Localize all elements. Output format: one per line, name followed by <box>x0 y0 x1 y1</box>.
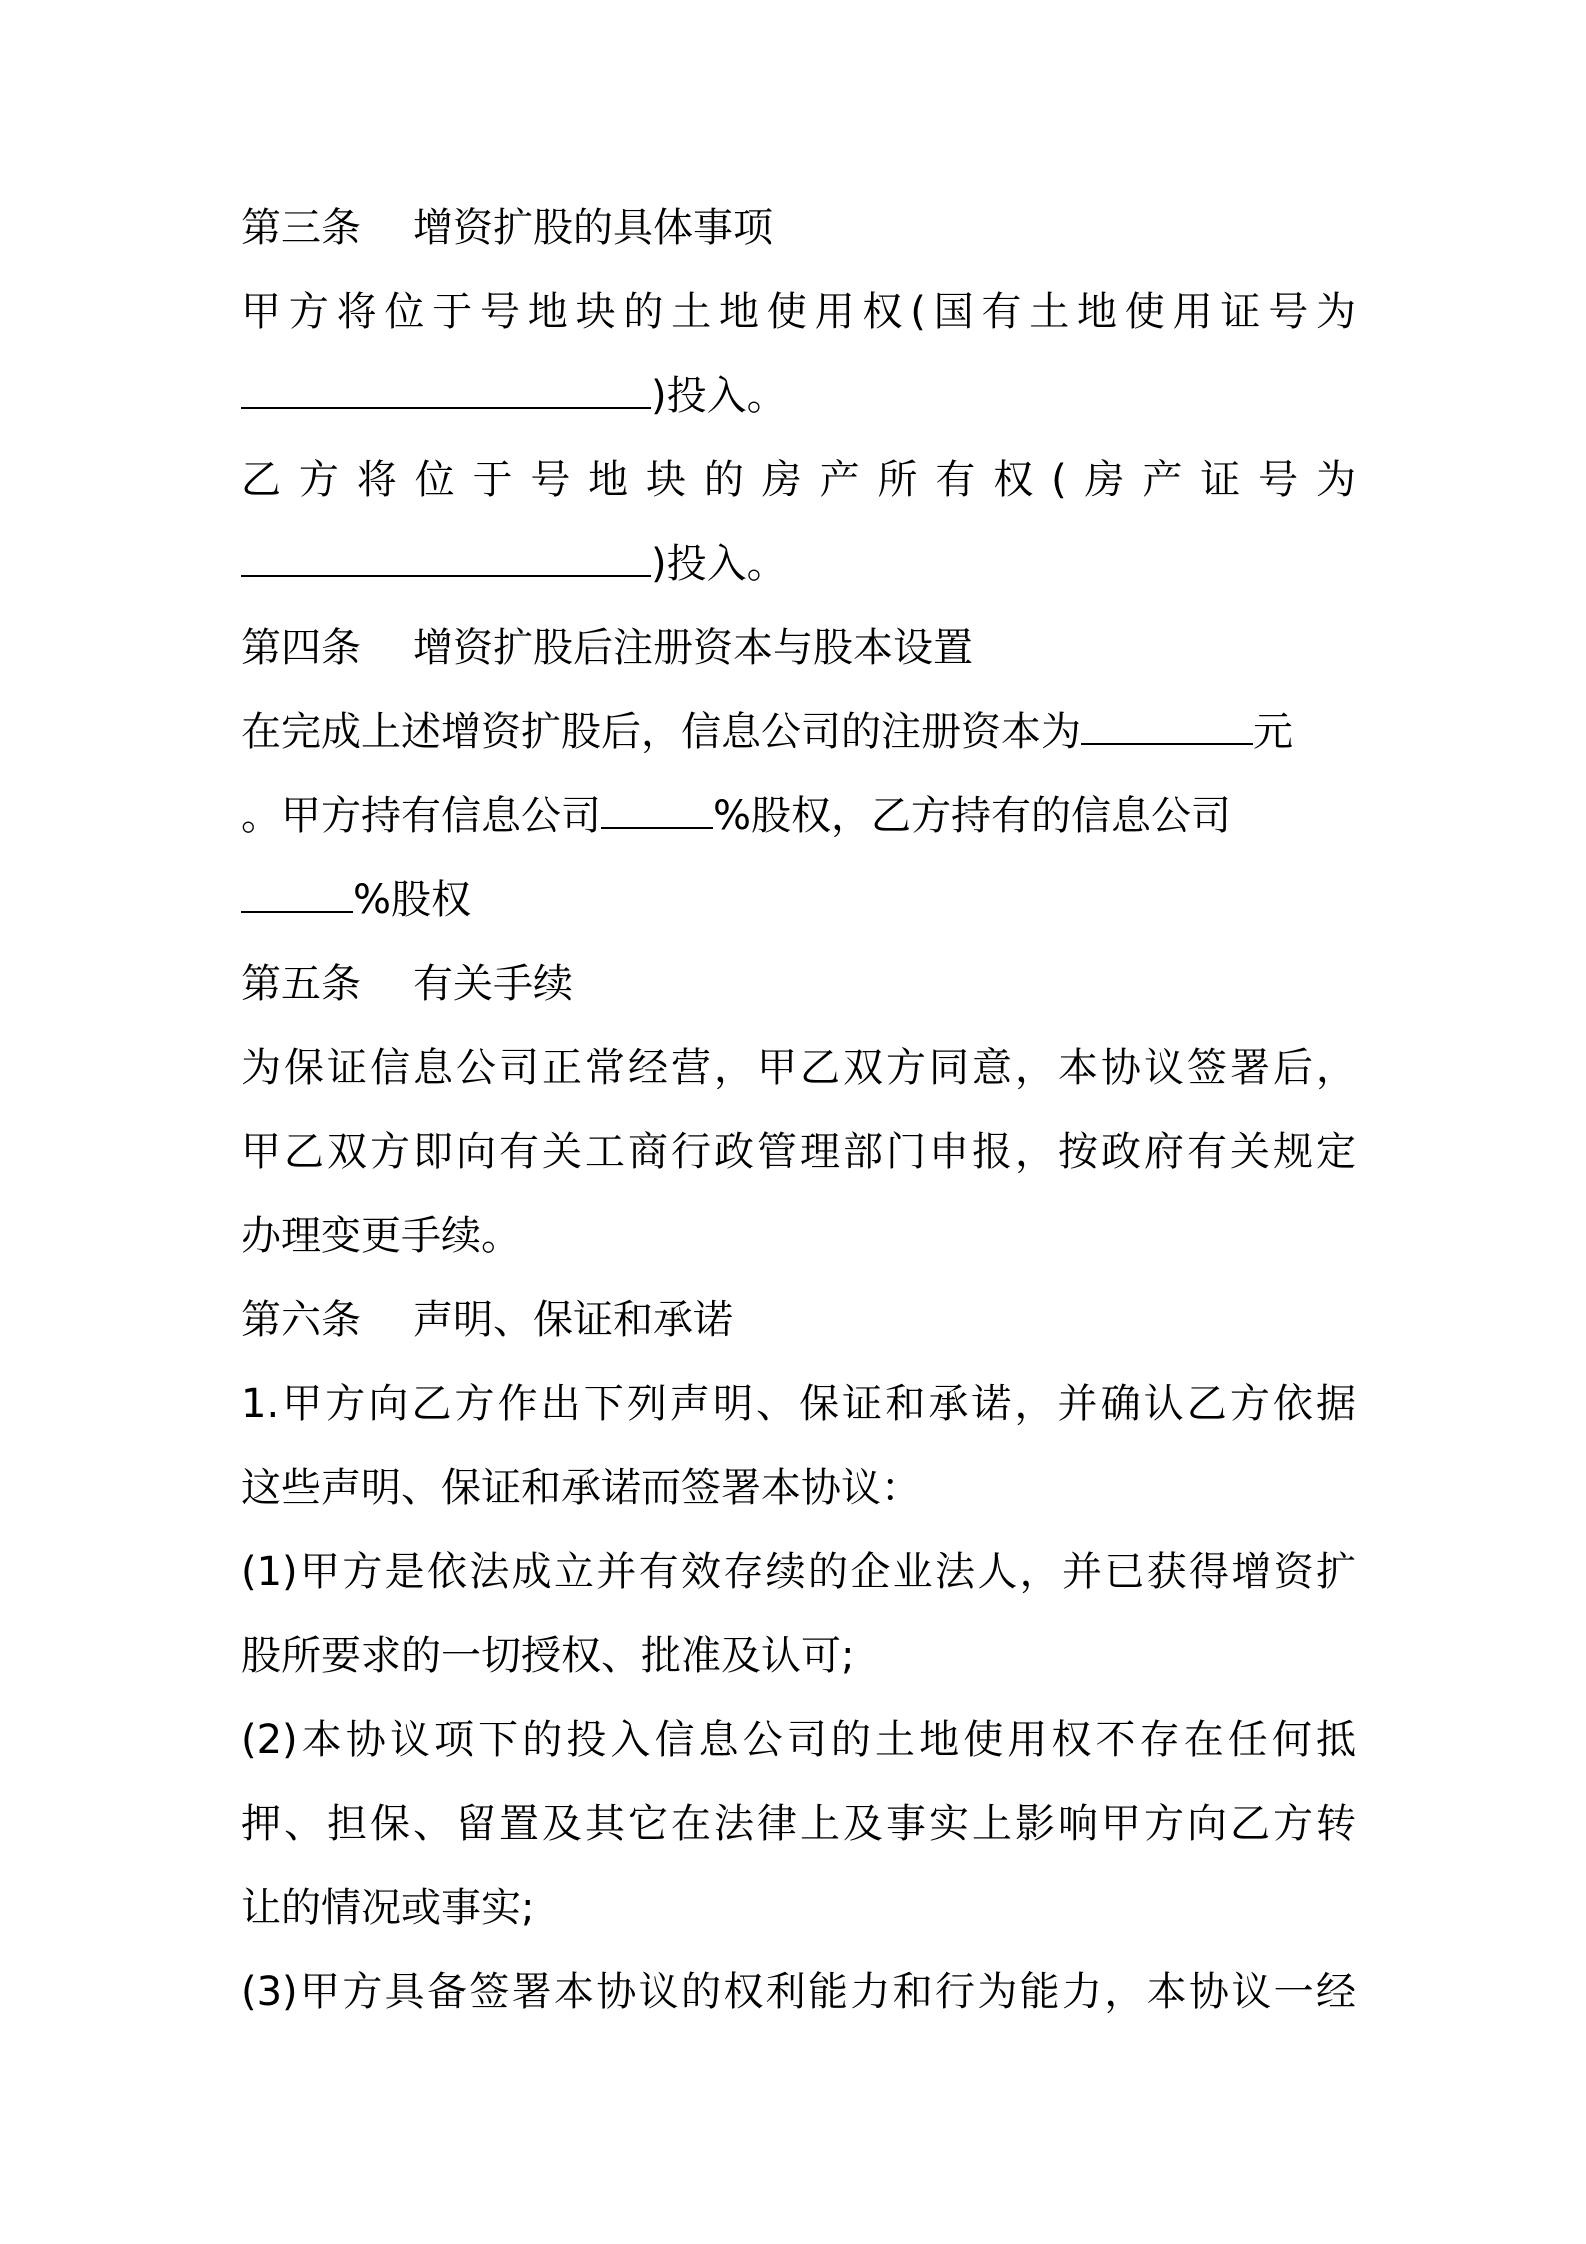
article-3-heading <box>241 204 1356 252</box>
article-5-number: 第五条 <box>241 961 361 1007</box>
article-3-para-1-tail: )投入。 <box>651 373 787 419</box>
article-5-line-3: 办理变更手续。 <box>241 1213 521 1259</box>
article-5-line-1: 为保证信息公司正常经营，甲乙双方同意，本协议签署后， <box>241 1045 1356 1091</box>
article-6-item-1-line-1: 1.甲方向乙方作出下列声明、保证和承诺，并确认乙方依据 <box>241 1381 1356 1427</box>
article-6-title: 声明、保证和承诺 <box>413 1297 733 1343</box>
party-b-share-text: %股权，乙方持有的信息公司 <box>713 793 1232 839</box>
article-3-para-1-line-2 <box>241 372 1356 420</box>
article-4-line-1 <box>241 708 1356 756</box>
article-6-number: 第六条 <box>241 1297 361 1343</box>
registered-capital-text: 在完成上述增资扩股后，信息公司的注册资本为 <box>241 709 1081 755</box>
article-3-title: 增资扩股的具体事项 <box>413 205 773 251</box>
property-certificate-number-blank <box>241 541 651 577</box>
article-6-heading <box>241 1296 1356 1344</box>
article-6-sub-1-line-1: (1)甲方是依法成立并有效存续的企业法人，并已获得增资扩 <box>241 1549 1356 1595</box>
article-3-number: 第三条 <box>241 205 361 251</box>
article-6-sub-1-line-2: 股所要求的一切授权、批准及认可; <box>241 1633 855 1679</box>
article-4-line-2 <box>241 792 1356 840</box>
article-6-sub-2-line-1: (2)本协议项下的投入信息公司的土地使用权不存在任何抵 <box>241 1717 1356 1763</box>
land-certificate-number-blank <box>241 373 651 409</box>
article-4-heading <box>241 624 1356 672</box>
party-a-share-blank <box>601 793 713 829</box>
party-a-share-text: 。甲方持有信息公司 <box>241 793 601 839</box>
article-3-para-2-line-2 <box>241 540 1356 588</box>
party-b-share-blank <box>241 877 353 913</box>
registered-capital-blank <box>1081 709 1253 745</box>
article-6-sub-3-line-1: (3)甲方具备签署本协议的权利能力和行为能力，本协议一经 <box>241 1969 1356 2015</box>
article-6-sub-2-line-3: 让的情况或事实; <box>241 1885 535 1931</box>
registered-capital-unit: 元 <box>1253 709 1293 755</box>
article-3-para-2-line-1: 乙方将位于号地块的房产所有权(房产证号为 <box>241 457 1356 503</box>
article-4-line-3 <box>241 876 1356 924</box>
article-4-number: 第四条 <box>241 625 361 671</box>
article-6-item-1-line-2: 这些声明、保证和承诺而签署本协议： <box>241 1465 921 1511</box>
article-4-title: 增资扩股后注册资本与股本设置 <box>413 625 973 671</box>
article-5-title: 有关手续 <box>413 961 573 1007</box>
article-3-para-1-line-1: 甲方将位于号地块的土地使用权(国有土地使用证号为 <box>241 289 1356 335</box>
article-6-sub-2-line-2: 押、担保、留置及其它在法律上及事实上影响甲方向乙方转 <box>241 1801 1356 1847</box>
party-b-share-unit: %股权 <box>353 877 472 923</box>
article-3-para-2-tail: )投入。 <box>651 541 787 587</box>
article-5-line-2: 甲乙双方即向有关工商行政管理部门申报，按政府有关规定 <box>241 1129 1356 1175</box>
article-5-heading <box>241 960 1356 1008</box>
